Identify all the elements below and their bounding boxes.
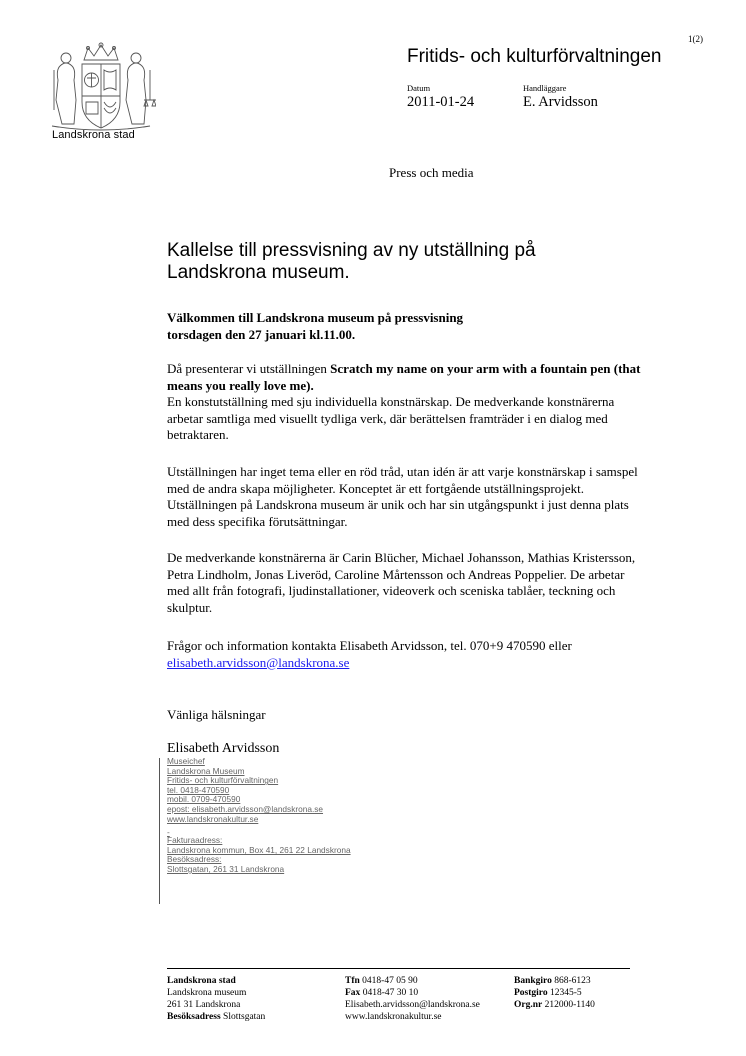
- footer-fax-value: 0418-47 30 10: [362, 988, 419, 998]
- footer-email[interactable]: Elisabeth.arvidsson@landskrona.se: [345, 1000, 480, 1010]
- department-name: Fritids- och kulturförvaltningen: [407, 46, 662, 67]
- visit-address: Slottsgatan, 261 31 Landskrona: [167, 863, 285, 874]
- footer-tfn-value: 0418-47 05 90: [362, 976, 418, 986]
- logo-text: Landskrona stad: [52, 129, 135, 141]
- paragraph-contact: [167, 638, 647, 671]
- footer-postgiro-label: Postgiro: [514, 988, 548, 998]
- footer-contact-column: [345, 975, 480, 1023]
- signature-department: Fritids- och kulturförvaltningen: [167, 775, 279, 786]
- welcome-line-2: torsdagen den 27 januari kl.11.00.: [167, 326, 356, 342]
- invoice-address: Landskrona kommun, Box 41, 261 22 Landskrona: [167, 844, 351, 855]
- footer-postgiro-value: 12345-5: [549, 988, 582, 998]
- signature-email[interactable]: epost: elisabeth.arvidsson@landskrona.se: [167, 803, 324, 814]
- signer-name: Elisabeth Arvidsson: [167, 741, 280, 756]
- handler-label: Handläggare: [523, 83, 567, 93]
- footer-orgnr-value: 212000-1140: [544, 1000, 595, 1010]
- footer-orgnr-label: Org.nr: [514, 1000, 543, 1010]
- footer-visit-value: Slottsgatan: [223, 1012, 266, 1022]
- intro-description: En konstutställning med sju individuella konstnärskap. De medverkande konstnärerna arbetar samtliga med visuellt tydliga verk, där berättelsen framträder i en dialog med betraktaren.: [167, 394, 615, 442]
- paragraph-artists: De medverkande konstnärerna är Carin Blücher, Michael Johansson, Mathias Kristersson, Petra Lindholm, Jonas Liveröd, Caroline Mårtensson och Andreas Poppelier. De arbetar med allt från fotografi, ljudinstallationer, videoverk och sceniska tablåer, teckning och skulptur.: [167, 550, 636, 615]
- page-number: 1(2): [688, 34, 703, 44]
- paragraph-concept: Utställningen har inget tema eller en röd tråd, utan idén är att varje konstnärskap i samspel med de andra skapa möjligheter. Konceptet är ett fortgående utställningsprojekt. Utställningen på Landskrona museum är unik och har sin utgångspunkt i just denna plats med dess specifika förutsättningar.: [167, 464, 638, 529]
- welcome-line-1: Välkommen till Landskrona museum på pressvisning: [167, 310, 464, 325]
- signature-title: Museichef: [167, 756, 205, 766]
- visit-address-label: Besöksadress:: [167, 854, 222, 865]
- footer-visit-label: Besöksadress: [167, 1012, 221, 1022]
- footer-org: Landskrona stad: [167, 976, 236, 986]
- footer-bank-column: [514, 975, 595, 1011]
- signature-separator: -: [167, 827, 170, 838]
- recipient: Press och media: [389, 165, 474, 180]
- signature-divider: [159, 758, 160, 904]
- footer-divider: [167, 968, 630, 969]
- date-label: Datum: [407, 83, 431, 93]
- contact-text: Frågor och information kontakta Elisabeth Arvidsson, tel. 070+9 470590 eller: [167, 638, 572, 653]
- exhibition-title: Scratch my name on your arm with a fountain pen (that means you really love me).: [167, 361, 641, 393]
- signature-museum: Landskrona Museum: [167, 765, 245, 776]
- closing: Vänliga hälsningar: [167, 707, 266, 722]
- signature-mobile[interactable]: mobil. 0709-470590: [167, 794, 241, 805]
- footer-bankgiro-label: Bankgiro: [514, 976, 552, 986]
- handler-value: E. Arvidsson: [523, 94, 598, 110]
- paragraph-intro: [167, 361, 647, 444]
- footer-unit: Landskrona museum: [167, 988, 247, 998]
- letter-headline: Kallelse till pressvisning av ny utställning på Landskrona museum.: [167, 240, 536, 283]
- date-value: 2011-01-24: [407, 94, 475, 110]
- contact-email-link[interactable]: elisabeth.arvidsson@landskrona.se: [167, 654, 350, 670]
- footer-address-column: [167, 975, 265, 1023]
- intro-text: Då presenterar vi utställningen: [167, 361, 331, 376]
- signature-phone[interactable]: tel. 0418-470590: [167, 784, 230, 795]
- signature-website[interactable]: www.landskronakultur.se: [167, 813, 259, 824]
- signature-block: [167, 757, 351, 875]
- footer-postal: 261 31 Landskrona: [167, 1000, 241, 1010]
- invoice-address-label: Fakturaadress:: [167, 835, 223, 846]
- footer-fax-label: Fax: [345, 988, 361, 998]
- footer-tfn-label: Tfn: [345, 976, 360, 986]
- footer-web[interactable]: www.landskronakultur.se: [345, 1012, 442, 1022]
- footer-bankgiro-value: 868-6123: [554, 976, 591, 986]
- welcome-text: [167, 310, 647, 343]
